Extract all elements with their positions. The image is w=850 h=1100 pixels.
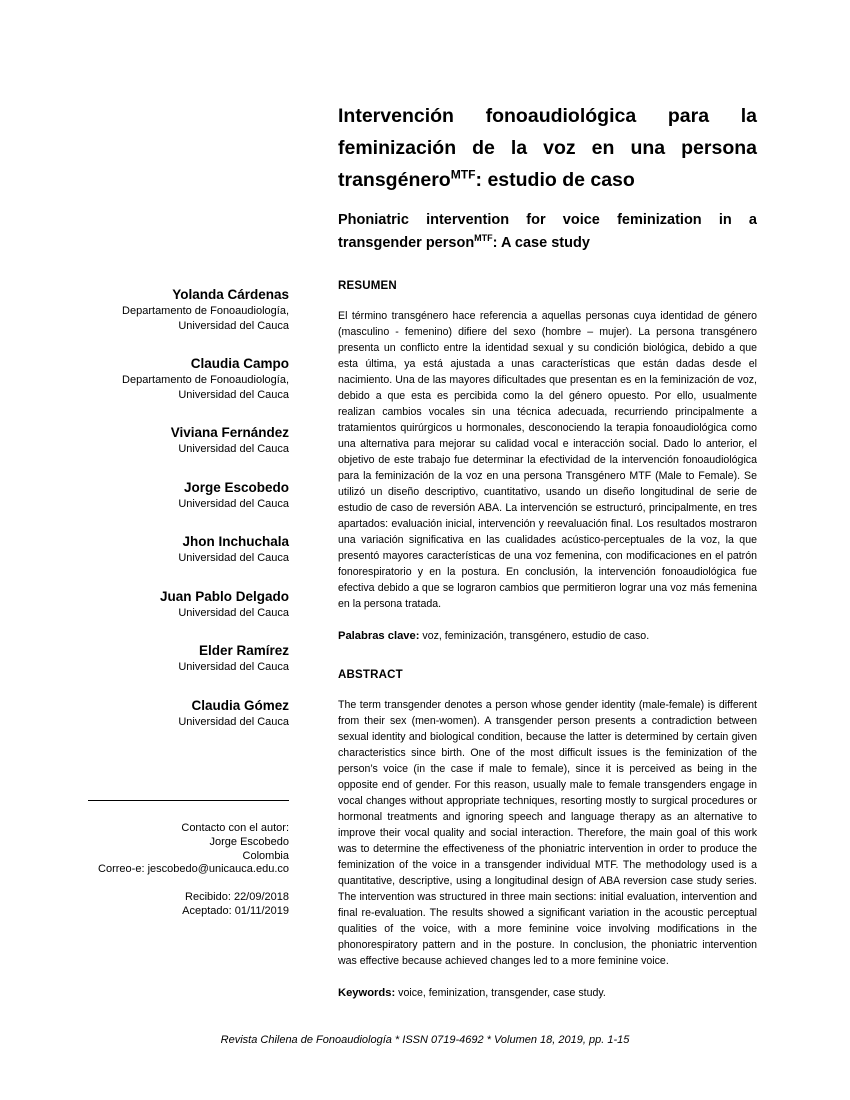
abstract-body: The term transgender denotes a person whose gender identity (male-female) is different from their sex (men-women). A transgender person presents a contradiction between sexual identity and biological condition, because the latter is determined by certain given characteristics since birth. One of the most difficult issues is the feminization of the person’s voice (in the case if male to female), since it is perceived as being in the opposite end of gender. For this reason, usually male to female transgenders engage in vocal changes without appropriate techniques, resorting mostly to surgical procedures or hormonal treatments and ignoring speech and language therapy as an alternative to improve their vocal quality and social interaction. Therefore, the main goal of this work was to determine the effectiveness of the phoniatric intervention in order to produce the feminization of the voice in a transgender individual MTF. The methodology used is a quantitative, descriptive, using a longitudinal design of ABA reversion case study series. The intervention was structured in three main sections: initial evaluation, intervention and final re-evaluation. The results showed a significant variation in the acoustic perceptual qualities of the voice, with a more feminine voice involving modifications in the phonorespiratory pattern and in the posture. In conclusion, the phoniatric intervention was effective because achieved changes led to a more feminine voice. — [338, 699, 757, 967]
title-en-line1: Phoniatric intervention for voice feminization in a — [338, 212, 757, 228]
author-affiliation-line: Universidad del Cauca — [178, 606, 289, 619]
received-date: Recibido: 22/09/2018 — [185, 891, 289, 904]
author-column — [88, 287, 289, 752]
author-name: Viviana Fernández — [170, 425, 289, 440]
resumen-heading: RESUMEN — [338, 280, 397, 292]
author-affiliation-line: Universidad del Cauca — [178, 388, 289, 401]
author-affiliation-line: Universidad del Cauca — [178, 497, 289, 510]
keywords — [338, 985, 757, 1001]
title-es-line3 — [338, 164, 757, 196]
author-name: Yolanda Cárdenas — [172, 287, 289, 302]
contact-section — [88, 800, 289, 919]
journal-footer: Revista Chilena de Fonoaudiología * ISSN 0719-4692 * Volumen 18, 2019, pp. 1-15 — [220, 1034, 630, 1046]
article-main — [338, 100, 757, 1001]
author-block — [88, 534, 289, 566]
author-affiliation-line: Departamento de Fonoaudiología, — [122, 305, 289, 317]
palabras-clave-text: voz, feminización, transgénero, estudio de caso. — [419, 630, 650, 642]
title-es-superscript: MTF — [450, 167, 476, 182]
author-affiliation-line: Universidad del Cauca — [178, 661, 289, 673]
author-block — [88, 698, 289, 730]
author-affiliation-line: Departamento de Fonoaudiología, — [122, 374, 289, 386]
contact-label: Contacto con el autor: — [181, 822, 289, 834]
resumen-body: El término transgénero hace referencia a aquellas personas cuya identidad de género (masculino - femenino) difiere del sexo (hombre – mujer). La persona transgénero presenta un conflicto entre la identidad sexual y su condición biológica, debido a que esta última, ya está ajustada a unas características que están dadas desde el nacimiento. Una de las mayores dificultades que presentan es en la feminización de voz, debido a que esta es percibida como la del género opuesto. Por ello, usualmente realizan cambios vocales sin una técnica adecuada, recurriendo principalmente a tratamientos quirúrgicos u hormonales, desconociendo la terapia fonoaudiológica como una alternativa para mejorar su calidad vocal e interacción social. Dado lo anterior, el objetivo de este trabajo fue determinar la efectividad de la intervención fonoaudiológica para la feminización de la voz en una persona Transgénero MTF (Male to Female). Se utilizó un diseño descriptivo, cuantitativo, usando un diseño longitudinal de serie de estudio de caso de reversión ABA. La intervención se estructuró, principalmente, en tres apartados: evaluación inicial, intervención y reevaluación final. Los resultados mostraron una variación significativa en las cualidades acústico-perceptuales de la voz, la que presentó mayores características de una voz femenina, con modificaciones en el patrón fonorespiratorio y en la postura. En conclusión, la intervención fonoaudiológica fue efectiva debido a que se lograron cambios que permitieron lograr una voz más femenina en la persona tratada. — [338, 310, 757, 610]
author-name: Claudia Gómez — [191, 697, 289, 713]
contact-email: Correo-e: jescobedo@unicauca.edu.co — [98, 863, 289, 876]
article-title-en — [338, 209, 757, 255]
author-name: Elder Ramírez — [198, 643, 289, 658]
title-en-line2-tail: : A case study — [492, 235, 590, 251]
title-es-line3-tail: : estudio de caso — [475, 169, 635, 191]
author-name: Jorge Escobedo — [183, 479, 289, 495]
author-affiliation-line: Universidad del Cauca — [178, 443, 289, 455]
palabras-clave-label: Palabras clave: — [338, 630, 420, 642]
author-block — [88, 287, 289, 333]
keywords-label: Keywords: — [338, 987, 396, 999]
contact-author-name: Jorge Escobedo — [209, 835, 289, 848]
contact-country: Colombia — [242, 849, 289, 862]
title-es-line2: feminización de la voz en una persona — [338, 137, 757, 159]
author-name: Juan Pablo Delgado — [159, 588, 289, 604]
title-es-line1: Intervención fonoaudiológica para la — [338, 105, 757, 127]
keywords-text: voice, feminization, transgender, case study. — [395, 987, 606, 999]
abstract-heading: ABSTRACT — [338, 669, 403, 681]
title-es-line3-text: transgénero — [338, 169, 451, 191]
author-name: Claudia Campo — [190, 356, 289, 371]
author-block — [88, 425, 289, 457]
title-en-superscript: MTF — [474, 233, 493, 244]
title-en-line2 — [338, 232, 757, 255]
author-block — [88, 589, 289, 621]
author-block — [88, 480, 289, 512]
author-block — [88, 643, 289, 675]
author-affiliation-line: Universidad del Cauca — [178, 715, 289, 728]
contact-divider — [88, 800, 289, 801]
title-en-line2-text: transgender person — [338, 235, 475, 251]
article-title-es — [338, 100, 757, 196]
palabras-clave — [338, 628, 757, 644]
author-name: Jhon Inchuchala — [182, 534, 289, 549]
accepted-date: Aceptado: 01/11/2019 — [182, 904, 289, 917]
author-affiliation-line: Universidad del Cauca — [178, 319, 289, 332]
author-affiliation-line: Universidad del Cauca — [178, 552, 289, 564]
author-block — [88, 356, 289, 402]
